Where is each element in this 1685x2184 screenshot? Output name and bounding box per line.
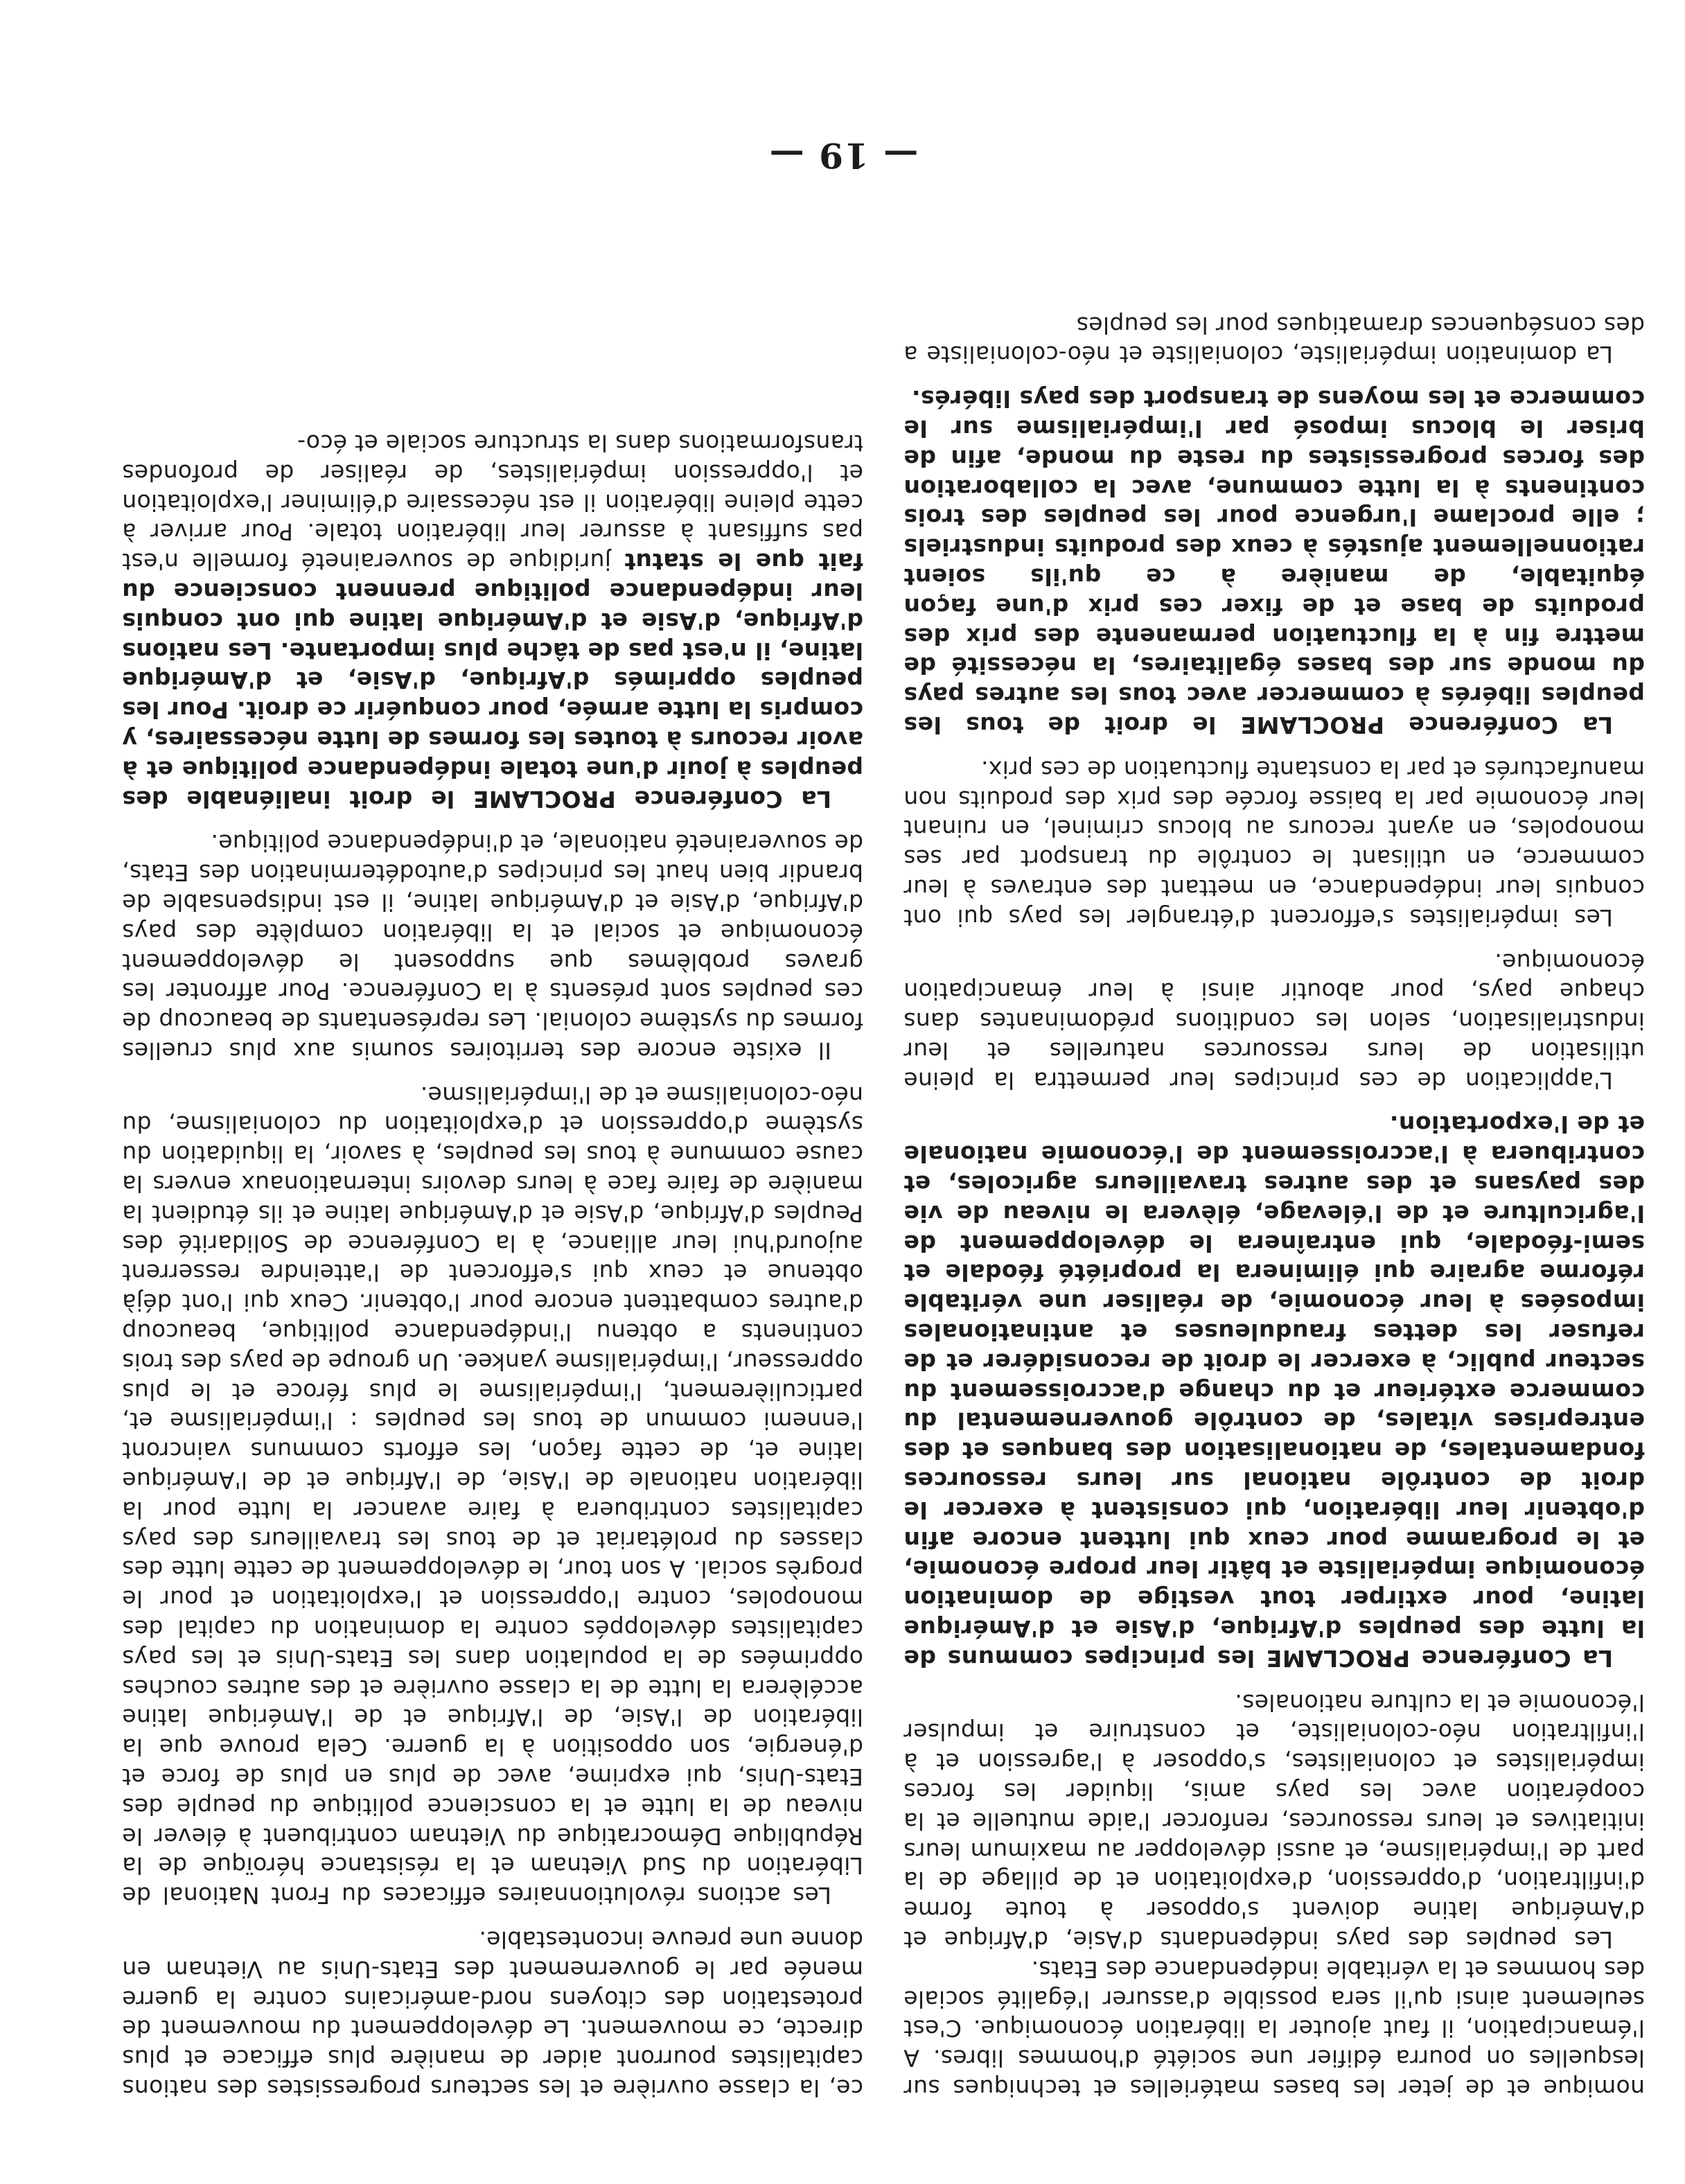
- paragraph: La domination impérialiste, colonialiste et néo-colonialiste a des conséquences dramatiques pour les peuples: [903, 311, 1645, 369]
- paragraph: La Conférence PROCLAME les principes communs de la lutte des peuples d'Afrique, d'Asie et d'Amérique latine, pour extirper tout vestige de domination économique impérialiste et bâtir leur propre économie, et le programme pour ceux qui luttent encore afin d'obtenir leur libération, qui consistent à exercer le droit de contrôle national sur leurs ressources fondamentales, de nationalisation des banques et des entreprises vitales, de contrôle gouvernemental du commerce extérieur et du change d'accroissement du secteur public, à exercer le droit de reconsidérer et de refuser les dettes frauduleuses et antinationales imposées à leur économie, de réaliser une véritable réforme agraire qui éliminera la propriété féodale et semi-féodale, qui entraînera le développement de l'agriculture et de l'élevage, élèvera le niveau de vie des paysans et des autres travailleurs agricoles, et contribuera à l'accroissement de l'économie nationale et de l'exportation.: [903, 1111, 1645, 1672]
- bold-lead: La Conférence PROCLAME le droit inaliénable des peuples à jouir d'une totale indépendance politique et à avoir recours à toutes les formes de lutte nécessaires, y compris la lutte armée, pour conquérir ce droit. Pour les peuples opprimés d'Afrique, d'Asie, et d'Amérique latine, il n'est pas de tâche plus importante. Les nations d'Afrique, d'Asie et d'Amérique latine qui ont conquis leur indépendance politique prennent conscience du fait que le statut: [122, 548, 863, 813]
- paragraph: Il existe encore des territoires soumis aux plus cruelles formes du système colonial. Les représentants de beaucoup de ces peuples sont présents à la Conférence. Pour affronter les graves problèmes que supposent le développement économique et social et la libération complète des pays d'Afrique, d'Asie et d'Amérique latine, il est indispensable de brandir bien haut les principes d'autodétermination des Etats, de souveraineté nationale, et d'indépendance politique.: [122, 829, 863, 1064]
- paragraph: nomique et de jeter les bases matérielles et techniques sur lesquelles on pourra édifier une société d'hommes libres. A l'émancipation, il faut ajouter la libération économique. C'est seulement ainsi qu'il sera possible d'assurer l'égalité sociale des hommes et la véritable indépendance des Etats.: [903, 1955, 1645, 2102]
- left-column: [122, 428, 863, 2102]
- paragraph: L'application de ces principes leur permettra la pleine utilisation de leurs ressources naturelles et leur industrialisation, selon les conditions prédominantes dans chaque pays, pour aboutir ainsi à leur émancipation économique.: [903, 948, 1645, 1094]
- right-column: [903, 310, 1645, 2102]
- paragraph: [122, 428, 863, 813]
- paragraph: Les actions révolutionnaires efficaces du Front National de Libération du Sud Vietnam et la résistance héroïque de la République Démocratique du Vietnam contribuent à élever le niveau de la lutte et la conscience politique du peuple des Etats-Unis, qui exprime, avec de plus en plus de force et d'énergie, son opposition à la guerre. Cela prouve que la libération de l'Asie, de l'Afrique et de l'Amérique latine accélèrera la lutte de la classe ouvrière et des autres couches opprimées de la population dans les Etats-Unis et les pays capitalistes développés contre la domination du capital des monopoles, contre l'oppression et l'exploitation et pour le progrès social. A son tour, le développement de cette lutte des classes du prolétariat et de tous les travailleurs des pays capitalistes contribuera à faire avancer la lutte pour la libération nationale de l'Asie, de l'Afrique et de l'Amérique latine et, de cette façon, les efforts communs vaincront l'ennemi commun de tous les peuples : l'impérialisme et, particulièrement, l'impérialisme le plus féroce et le plus oppresseur, l'impérialisme yankee. Un groupe de pays des trois continents a obtenu l'indépendance politique, beaucoup d'autres combattent encore pour l'obtenir. Ceux qui l'ont déjà obtenue et ceux qui s'efforcent de l'atteindre resserrent aujourd'hui leur alliance, à la Conférence de Solidarité des Peuples d'Afrique, d'Asie et d'Amérique latine et ils étudient la manière de faire face à leurs devoirs internationaux envers la cause commune à tous les peuples, à savoir, la liquidation du système d'oppression et d'exploitation du colonialisme, du néo-colonialisme et de l'impérialisme.: [122, 1081, 863, 1910]
- paragraph: Les impérialistes s'efforcent d'étrangler les pays qui ont conquis leur indépendance, en mettant des entraves à leur commerce, en utilisant le contrôle du transport par ses monopoles, en ayant recours au blocus criminel, en ruinant leur économie par la baisse forcée des prix des produits non manufacturés et par la constante fluctuation de ces prix.: [903, 755, 1645, 931]
- paragraph: Les peuples des pays indépendants d'Asie, d'Afrique et d'Amérique latine doivent s'opposer à toute forme d'infiltration, d'oppression, d'exploitation et de pillage de la part de l'impérialisme, et aussi développer au maximum leurs initiatives et leurs ressources, renforcer l'aide mutuelle et la coopération avec les pays amis, liquider les forces impérialistes et colonialistes, s'opposer à l'agression et à l'infiltration néo-colonialiste, et construire et impulser l'économie et la culture nationales.: [903, 1689, 1645, 1954]
- paragraph: La Conférence PROCLAME le droit de tous les peuples libérés à commercer avec tous les autres pays du monde sur des bases égalitaires, la nécessité de mettre fin à la fluctuation permanente des prix des produits de base et de fixer ces prix d'une façon équitable, de manière à ce qu'ils soient rationnellement ajustés à ceux des produits industriels ; elle proclame l'urgence pour les peuples des trois continents à la lutte commune, avec la collaboration des forces progressistes du reste du monde, afin de briser le blocus imposé par l'impérialisme sur le commerce et les moyens de transport des pays libérés.: [903, 385, 1645, 739]
- regular-tail: juridique de souveraineté formelle n'est pas suffisant à assurer leur libération totale. Pour arriver à cette pleine libération il est nécessaire d'éliminer l'exploitation et l'oppression impérialistes, de réaliser de profondes transformations dans la structure sociale et éco-: [122, 429, 863, 576]
- paragraph: ce, la classe ouvrière et les secteurs progressistes des nations capitalistes pourront aider de manière plus efficace et plus directe, ce mouvement. Le développement du mouvement de protestation des citoyens nord-américains contre la guerre menée par le gouvernement des Etats-Unis au Vietnam en donne une preuve incontestable.: [122, 1926, 863, 2102]
- page-number: — 19 —: [768, 135, 919, 176]
